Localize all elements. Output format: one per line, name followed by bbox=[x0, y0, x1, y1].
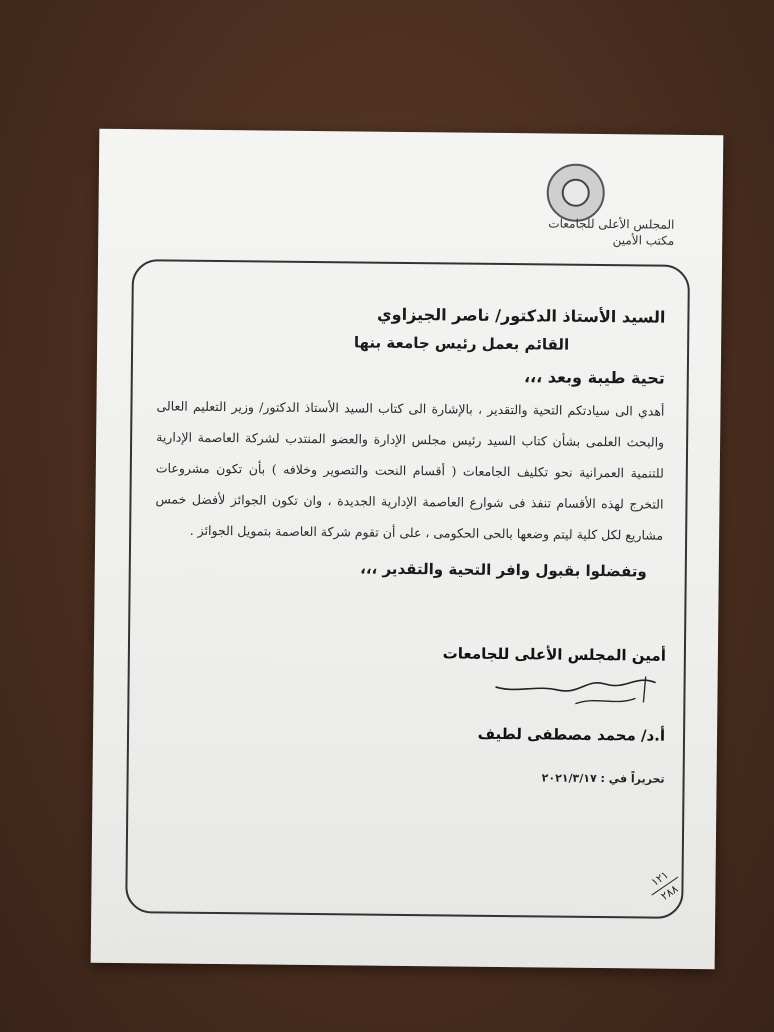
letter-content bbox=[155, 297, 666, 580]
handwritten-signature-icon bbox=[485, 667, 666, 719]
signatory-name: أ.د/ محمد مصطفى لطيف bbox=[477, 724, 666, 745]
org-name: المجلس الأعلى للجامعات bbox=[548, 216, 675, 232]
council-seal-icon bbox=[546, 163, 605, 222]
reference-top: ١٢١ bbox=[648, 868, 671, 889]
greeting: تحية طيبة وبعد ،،، bbox=[523, 367, 665, 388]
addressee-title: القائم بعمل رئيس جامعة بنها bbox=[353, 333, 570, 354]
letterhead bbox=[548, 215, 674, 248]
letter-body: أهدي الى سيادتكم التحية والتقدير ، بالإشارة الى كتاب السيد الأستاذ الدكتور/ وزير التعليم العالى والبحث العلمى بشأن كتاب السيد رئيس مجلس الإدارة والعضو المنتدب لشركة العاصمة الإدارية للتنمية العمرانية نحو تكليف الجامعات ( أقسام النحت والتصوير وخلافه ) بأن تكون مشروعات التخرج لهذه الأقسام تنفذ فى شوارع العاصمة الإدارية الجديدة ، وان تكون الجوائز لأفضل خمس مشاريع لكل كلية ليتم وضعها بالحى الحكومى ، على أن تقوم شركة العاصمة بتمويل الجوائز . bbox=[155, 398, 665, 543]
reference-bottom: ٢٨٨ bbox=[658, 882, 681, 904]
issue-date: تحريراً في : ٢٠٢١/٣/١٧ bbox=[541, 771, 665, 786]
addressee-name: السيد الأستاذ الدكتور/ ناصر الجيزاوي bbox=[376, 304, 666, 327]
office-name: مكتب الأمين bbox=[612, 233, 675, 248]
signature-block bbox=[442, 644, 666, 744]
closing-line: وتفضلوا بقبول وافر التحية والتقدير ،،، bbox=[360, 559, 647, 581]
document-page bbox=[91, 129, 724, 969]
signatory-title: أمين المجلس الأعلى للجامعات bbox=[442, 644, 666, 665]
